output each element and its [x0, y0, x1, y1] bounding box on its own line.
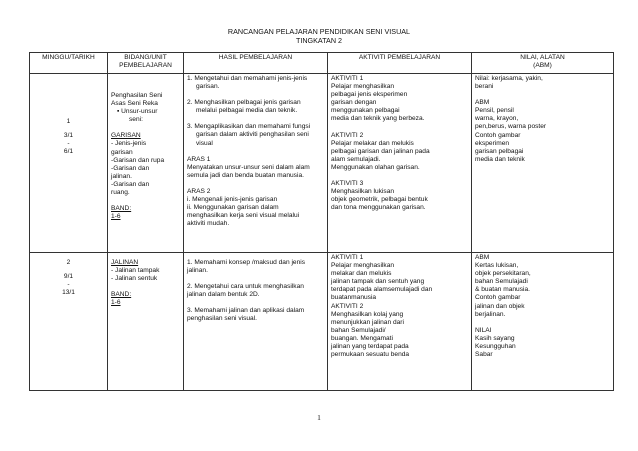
table-row: [30, 253, 614, 391]
aktiviti-heading: AKTIVITI 3: [331, 180, 364, 188]
bidang-line: - Jalinan tampak: [111, 267, 160, 275]
nilai-line: Kesungguhan: [475, 342, 516, 350]
header-aktiviti-text: AKTIVITI PEMBELAJARAN: [358, 54, 441, 61]
hasil-cell: [184, 74, 328, 253]
week-cell: [30, 253, 108, 391]
bidang-bullet: ▪ Unsur-unsur: [117, 108, 158, 116]
week-date-start: 3/1: [63, 132, 74, 140]
band-value: 1-6: [111, 213, 121, 221]
aras-line: i. Mengenali jenis-jenis garisan: [187, 196, 278, 204]
abm-line: Contoh gambar: [475, 131, 521, 139]
abm-line: Contoh gambar: [475, 294, 521, 302]
aktiviti-line: buangan. Mengamati: [331, 334, 393, 342]
nilai-cell: [472, 74, 614, 253]
aktiviti-line: Pelajar menghasilkan: [331, 262, 395, 270]
band-label: BAND:: [111, 291, 132, 299]
aktiviti-line: dan tona menggunakan garisan.: [331, 204, 426, 212]
aktiviti-line: buatanmanusia: [331, 294, 377, 302]
header-nilai-line1: NILAI, ALATAN: [520, 54, 565, 61]
aras-line: aktiviti mudah.: [187, 220, 230, 228]
hasil-cell: [184, 253, 328, 391]
aras-heading: ARAS 1: [187, 155, 211, 163]
aktiviti-heading: AKTIVITI 2: [331, 131, 364, 139]
abm-line: Pensil, pensil: [475, 107, 514, 115]
hasil-item: 2. Mengetahui cara untuk menghasilkan: [187, 283, 304, 291]
week-date-end: 6/1: [63, 148, 74, 156]
aktiviti-line: Menghasilkan kolaj yang: [331, 310, 404, 318]
hasil-item-cont: jalinan dalam bentuk 2D.: [187, 291, 260, 299]
aktiviti-line: jalinan tampak dan sentuh yang: [331, 278, 425, 286]
nilai-line: Sabar: [475, 351, 493, 359]
bidang-bullet-cont: seni:: [129, 116, 143, 124]
hasil-item: 1. Mengetahui dan memahami jenis-jenis: [187, 75, 308, 82]
aktiviti-line: melakar dan melukis: [331, 270, 392, 278]
abm-line: warna, krayon,: [475, 115, 519, 123]
aktiviti-line: media dan teknik yang berbeza.: [331, 115, 425, 123]
document-subtitle: TINGKATAN 2: [295, 36, 343, 45]
abm-line: jalinan dan objek: [475, 302, 525, 310]
hasil-item: 2. Menghasilkan pelbagai jenis garisan: [187, 99, 301, 107]
aktiviti-line: menggunakan pelbagai: [331, 107, 400, 115]
aktiviti-line: alam semulajadi.: [331, 155, 381, 163]
hasil-item-cont: jalinan.: [187, 267, 208, 275]
header-aktiviti: [328, 53, 472, 74]
week-date-sep: -: [67, 281, 70, 289]
bidang-line: -Garisan dan rupa: [111, 156, 165, 164]
hasil-item-cont: visual: [196, 139, 213, 147]
aktiviti-line: garisan dengan: [331, 99, 377, 107]
hasil-item-cont: melalui pelbagai media dan teknik.: [196, 107, 298, 115]
bidang-cell: [108, 74, 184, 253]
aras-line: menghasilkan kerja seni visual melalui: [187, 212, 300, 220]
bidang-line: ruang.: [111, 189, 130, 197]
bidang-intro-line: Penghasilan Seni: [111, 92, 163, 99]
band-value: 1-6: [111, 299, 121, 307]
aktiviti-heading: AKTIVITI 1: [331, 75, 364, 82]
aktiviti-line: permukaan sesuatu benda: [331, 351, 410, 359]
aktiviti-line: Menghasilkan lukisan: [331, 188, 395, 196]
week-date-sep: -: [67, 140, 70, 148]
aktiviti-line: pelbagai jenis eksperimen: [331, 91, 408, 99]
week-date-start: 9/1: [63, 273, 74, 281]
header-bidang-line1: BIDANG/UNIT: [124, 54, 167, 61]
hasil-item: 3. Mengaplikasikan dan memahami fungsi: [187, 123, 311, 131]
bidang-line: garisan: [111, 148, 133, 156]
abm-line: bahan Semulajadi: [475, 278, 528, 286]
page-number: 1: [317, 413, 321, 422]
week-number: 2: [66, 259, 71, 266]
nilai-line: Kasih sayang: [475, 334, 515, 342]
bidang-line: jalinan.: [111, 172, 132, 180]
aktiviti-line: pelbagai garisan dan jalinan pada: [331, 147, 430, 155]
abm-line: Kertas lukisan,: [475, 262, 519, 270]
bidang-intro-line: Asas Seni Reka: [111, 100, 158, 108]
nilai-line: berani: [475, 83, 494, 91]
nilai-line: Nilai: kerjasama, yakin,: [475, 75, 543, 82]
header-hasil: [184, 53, 328, 74]
abm-heading: ABM: [475, 99, 490, 107]
abm-line: media dan teknik: [475, 155, 525, 163]
abm-line: & buatan manusia.: [475, 286, 530, 294]
header-nilai: [472, 53, 614, 74]
abm-line: berjalinan.: [475, 310, 506, 318]
aktiviti-cell: [328, 253, 472, 391]
abm-line: eksperimen: [475, 139, 510, 147]
aktiviti-line: bahan Semulajadi/: [331, 326, 386, 334]
aras-heading: ARAS 2: [187, 187, 211, 195]
header-nilai-line2: (ABM): [533, 62, 552, 70]
bidang-bullet-text: Unsur-unsur: [121, 108, 158, 116]
bidang-heading: GARISAN: [111, 132, 141, 140]
aras-line: ii. Menggunakan garisan dalam: [187, 204, 279, 212]
lesson-plan-table: [29, 52, 614, 391]
aktiviti-heading: AKTIVITI 1: [331, 254, 364, 261]
aktiviti-line: terdapat pada alamsemulajadi dan: [331, 286, 433, 294]
hasil-item-cont: garisan.: [196, 83, 220, 91]
bidang-line: -Garisan dan: [111, 164, 150, 172]
table-row: [30, 74, 614, 253]
aktiviti-cell: [328, 74, 472, 253]
aras-line: Menyatakan unsur-unsur seni dalam alam: [187, 163, 310, 171]
aktiviti-line: menunjukkan jalinan dari: [331, 318, 404, 326]
header-minggu: [30, 53, 108, 74]
document-title: RANCANGAN PELAJARAN PENDIDIKAN SENI VISUAL: [227, 27, 411, 36]
aktiviti-heading: AKTIVITI 2: [331, 302, 364, 310]
bidang-cell: [108, 253, 184, 391]
abm-line: pen,berus, warna poster: [475, 123, 547, 131]
aktiviti-line: Pelajar menghasilkan: [331, 83, 395, 91]
header-minggu-text: MINGGU/TARIKH: [42, 54, 95, 61]
header-hasil-text: HASIL PEMBELAJARAN: [218, 54, 293, 61]
aktiviti-line: Pelajar melakar dan melukis: [331, 139, 414, 147]
bidang-heading: JALINAN: [111, 259, 139, 266]
header-bidang-line2: PEMBELAJARAN: [119, 62, 172, 70]
nilai-heading: NILAI: [475, 326, 492, 334]
hasil-item-cont: penghasilan seni visual.: [187, 315, 258, 323]
hasil-item: 1. Memahami konsep /maksud dan jenis: [187, 259, 306, 266]
table-header-row: [30, 53, 614, 74]
week-date-end: 13/1: [62, 289, 75, 297]
week-number: 1: [66, 118, 71, 125]
abm-heading: ABM: [475, 254, 490, 261]
abm-line: garisan pelbagai: [475, 147, 524, 155]
band-label: BAND:: [111, 205, 132, 213]
bidang-line: -Garisan dan: [111, 180, 150, 188]
aktiviti-line: objek geometrik, pelbagai bentuk: [331, 196, 428, 204]
nilai-cell: [472, 253, 614, 391]
hasil-item-cont: garisan dalam aktiviti penghasilan seni: [196, 131, 309, 139]
header-bidang: [108, 53, 184, 74]
bidang-line: - Jalinan sentuk: [111, 275, 158, 283]
aktiviti-line: jalinan yang terdapat pada: [331, 343, 409, 351]
abm-line: objek persekitaran,: [475, 270, 531, 278]
aktiviti-line: Menggunakan olahan garisan.: [331, 163, 420, 171]
aras-line: semula jadi dan benda buatan manusia.: [187, 171, 304, 179]
hasil-item: 3. Memahami jalinan dan aplikasi dalam: [187, 307, 305, 315]
week-cell: [30, 74, 108, 253]
bidang-line: - Jenis-jenis: [111, 140, 147, 148]
